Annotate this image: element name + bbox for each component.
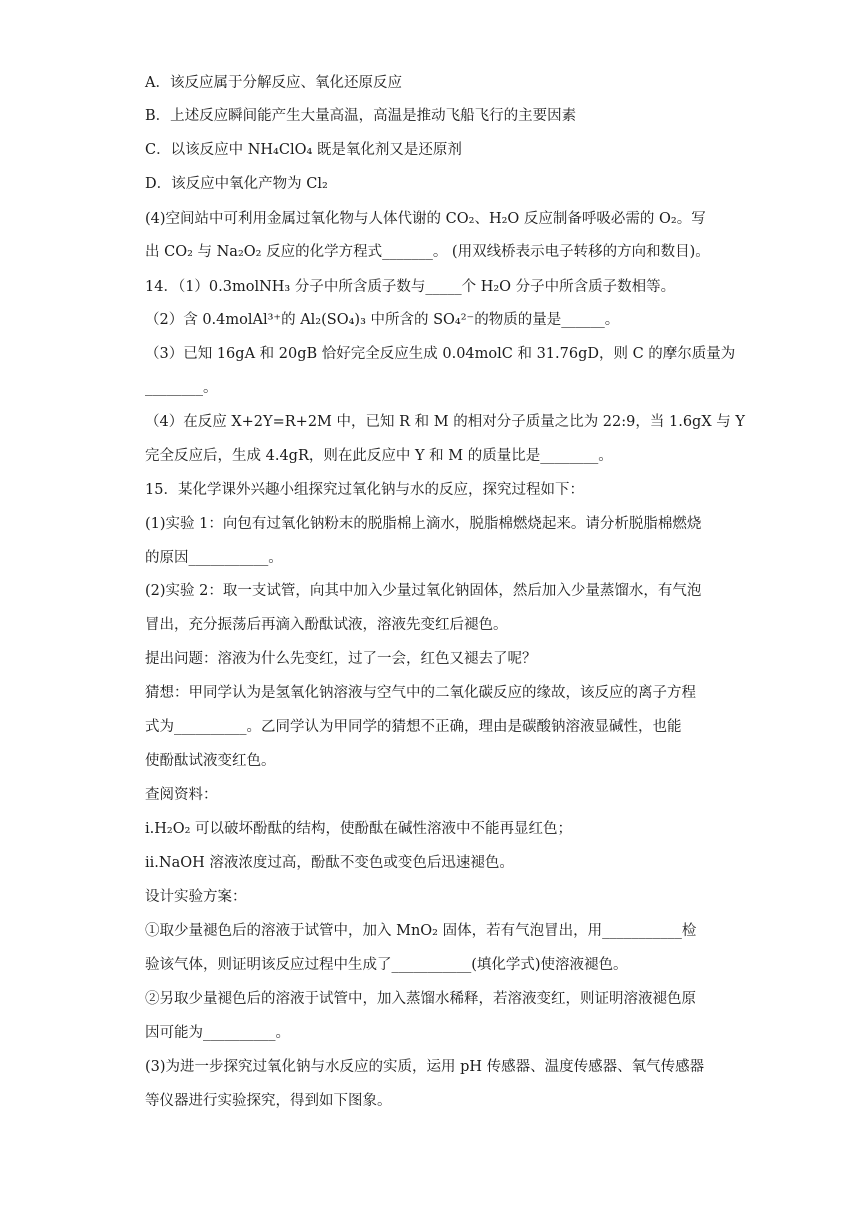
- q15-exp1-line-1: (1)实验 1：向包有过氧化钠粉末的脱脂棉上滴水，脱脂棉燃烧起来。请分析脱脂棉燃烧: [145, 516, 702, 532]
- reference-i: i.H₂O₂ 可以破坏酚酞的结构，使酚酞在碱性溶液中不能再显红色；: [145, 821, 573, 837]
- q15-exp2-line-1: (2)实验 2：取一支试管，向其中加入少量过氧化钠固体，然后加入少量蒸馏水，有气泡: [145, 583, 702, 599]
- hypothesis-line-1: 猜想：甲同学认为是氢氧化钠溶液与空气中的二氧化碳反应的缘故，该反应的离子方程: [145, 685, 696, 701]
- design-step-2-line-1: ②另取少量褪色后的溶液于试管中，加入蒸馏水稀释，若溶液变红，则证明溶液褪色原: [145, 991, 696, 1007]
- q14-part-3-line-1: （3）已知 16gA 和 20gB 恰好完全反应生成 0.04molC 和 31.76gD，则 C 的摩尔质量为: [145, 346, 736, 362]
- q14-part-2: （2）含 0.4molAl³⁺的 Al₂(SO₄)₃ 中所含的 SO₄²⁻的物质的量是______。: [145, 312, 620, 328]
- question-raised: 提出问题：溶液为什么先变红，过了一会，红色又褪去了呢？: [145, 651, 537, 667]
- design-step-1-line-1: ①取少量褪色后的溶液于试管中，加入 MnO₂ 固体，若有气泡冒出，用___________检: [145, 923, 697, 939]
- q15-part-3-line-2: 等仪器进行实验探究，得到如下图象。: [145, 1093, 392, 1109]
- option-c: C．以该反应中 NH₄ClO₄ 既是氧化剂又是还原剂: [145, 142, 462, 158]
- option-a: A．该反应属于分解反应、氧化还原反应: [145, 75, 402, 91]
- q15-intro: 15．某化学课外兴趣小组探究过氧化钠与水的反应，探究过程如下：: [145, 482, 584, 498]
- design-heading: 设计实验方案：: [145, 889, 247, 905]
- q15-part-3-line-1: (3)为进一步探究过氧化钠与水反应的实质，运用 pH 传感器、温度传感器、氧气传感器: [145, 1059, 705, 1075]
- design-step-2-line-2: 因可能为__________。: [145, 1025, 290, 1041]
- question-4-line-1: (4)空间站中可利用金属过氧化物与人体代谢的 CO₂、H₂O 反应制备呼吸必需的 O₂。写: [145, 211, 706, 227]
- reference-ii: ii.NaOH 溶液浓度过高，酚酞不变色或变色后迅速褪色。: [145, 855, 514, 871]
- hypothesis-line-2: 式为__________。乙同学认为甲同学的猜想不正确，理由是碳酸钠溶液显碱性，也能: [145, 719, 682, 735]
- question-4-line-2: 出 CO₂ 与 Na₂O₂ 反应的化学方程式_______。 (用双线桥表示电子转移的方向和数目)。: [145, 244, 710, 260]
- q15-exp2-line-2: 冒出，充分振荡后再滴入酚酞试液，溶液先变红后褪色。: [145, 617, 508, 633]
- hypothesis-line-3: 使酚酞试液变红色。: [145, 753, 276, 769]
- q14-part-1: 14．（1）0.3molNH₃ 分子中所含质子数与_____个 H₂O 分子中所含质子数相等。: [145, 279, 676, 295]
- q14-part-3-line-2: ________。: [145, 380, 218, 396]
- q15-exp1-line-2: 的原因___________。: [145, 550, 283, 566]
- q14-part-4-line-2: 完全反应后，生成 4.4gR，则在此反应中 Y 和 M 的质量比是________。: [145, 448, 613, 464]
- design-step-1-line-2: 验该气体，则证明该反应过程中生成了___________(填化学式)使溶液褪色。: [145, 957, 628, 973]
- option-b: B．上述反应瞬间能产生大量高温，高温是推动飞船飞行的主要因素: [145, 108, 577, 124]
- reference-heading: 查阅资料：: [145, 787, 218, 803]
- option-d: D．该反应中氧化产物为 Cl₂: [145, 176, 328, 192]
- q14-part-4-line-1: （4）在反应 X+2Y=R+2M 中，已知 R 和 M 的相对分子质量之比为 22:9，当 1.6gX 与 Y: [145, 414, 745, 430]
